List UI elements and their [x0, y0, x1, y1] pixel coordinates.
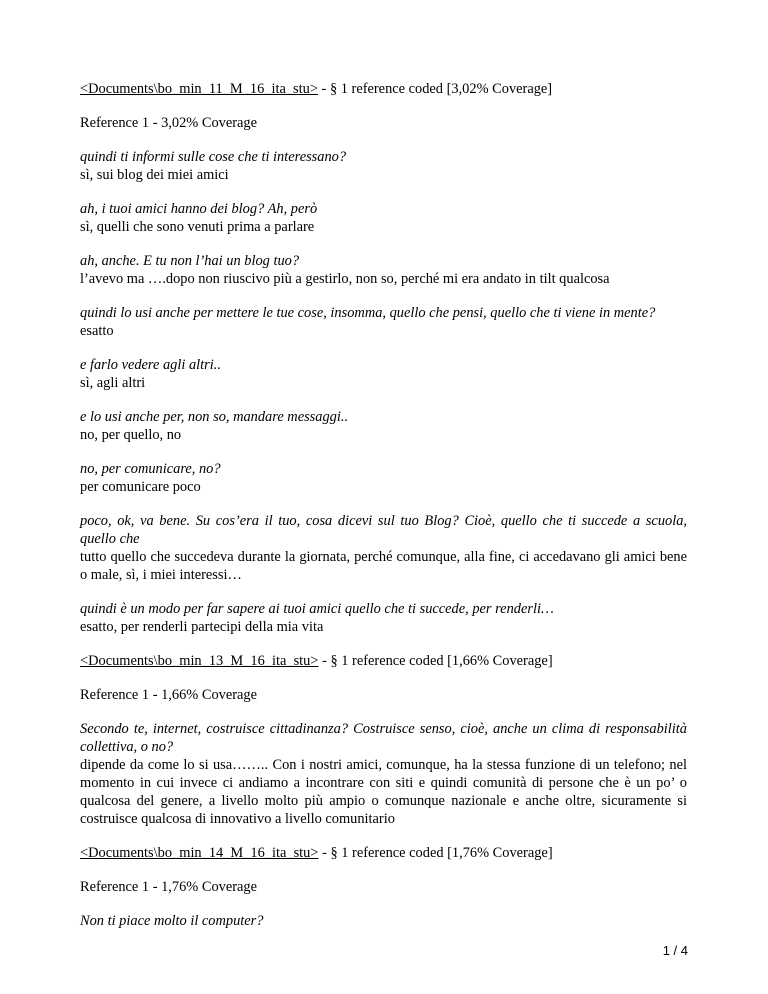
- respondent-answer: l’avevo ma ….dopo non riuscivo più a gestirlo, non so, perché mi era andato in tilt qualcosa: [80, 271, 610, 287]
- interviewer-question: Non ti piace molto il computer?: [80, 913, 264, 929]
- reference-label: Reference 1 - 1,76% Coverage: [80, 879, 258, 895]
- interviewer-question: ah, anche. E tu non l’hai un blog tuo?: [80, 253, 300, 269]
- exchange: [80, 460, 687, 496]
- interviewer-question: quindi ti informi sulle cose che ti interessano?: [80, 149, 347, 165]
- exchange: [80, 252, 687, 288]
- document-page: [80, 80, 687, 946]
- exchange: [80, 304, 687, 340]
- section-header: [80, 80, 687, 98]
- exchange: [80, 200, 687, 236]
- interviewer-question: no, per comunicare, no?: [80, 461, 221, 477]
- document-link[interactable]: <Documents\bo_min_14_M_16_ita_stu>: [80, 845, 319, 861]
- header-coverage-text: - § 1 reference coded [3,02% Coverage]: [317, 81, 553, 97]
- header-coverage-text: - § 1 reference coded [1,76% Coverage]: [318, 845, 553, 861]
- exchange: [80, 512, 687, 584]
- respondent-answer: per comunicare poco: [80, 479, 201, 495]
- coded-section: [80, 80, 687, 636]
- respondent-answer: dipende da come lo si usa…….. Con i nostri amici, comunque, ha la stessa funzione di un telefono; nel momento in cui invece ci andiamo a incontrare con siti e quindi comunità di persone che è un po’ o qualcosa del genere, a livello molto più ampio o comunque nazionale e anche oltre, sicuramente si costruisce qualcosa di innovativo a livello comunitario: [80, 757, 687, 827]
- header-coverage-text: - § 1 reference coded [1,66% Coverage]: [318, 653, 553, 669]
- interviewer-question: Secondo te, internet, costruisce cittadinanza? Costruisce senso, cioè, anche un clima di responsabilità collettiva, o no?: [80, 721, 687, 755]
- respondent-answer: sì, agli altri: [80, 375, 146, 391]
- document-link[interactable]: <Documents\bo_min_11_M_16_ita_stu>: [80, 81, 318, 97]
- respondent-answer: esatto, per renderli partecipi della mia vita: [80, 619, 324, 635]
- page-number: 1 / 4: [662, 943, 688, 958]
- exchange: [80, 356, 687, 392]
- exchange: [80, 720, 687, 828]
- exchange: [80, 912, 687, 930]
- exchange: [80, 408, 687, 444]
- exchange: [80, 600, 687, 636]
- exchange: [80, 148, 687, 184]
- interviewer-question: e farlo vedere agli altri..: [80, 357, 221, 373]
- interviewer-question: ah, i tuoi amici hanno dei blog? Ah, però: [80, 201, 318, 217]
- document-link[interactable]: <Documents\bo_min_13_M_16_ita_stu>: [80, 653, 319, 669]
- interviewer-question: quindi lo usi anche per mettere le tue cose, insomma, quello che pensi, quello che ti viene in mente?: [80, 305, 656, 321]
- interviewer-question: quindi è un modo per far sapere ai tuoi amici quello che ti succede, per renderli…: [80, 601, 554, 617]
- reference-label: Reference 1 - 3,02% Coverage: [80, 115, 258, 131]
- interviewer-question: e lo usi anche per, non so, mandare messaggi..: [80, 409, 349, 425]
- section-header: [80, 652, 687, 670]
- reference-label: Reference 1 - 1,66% Coverage: [80, 687, 258, 703]
- coded-section: [80, 652, 687, 828]
- respondent-answer: tutto quello che succedeva durante la giornata, perché comunque, alla fine, ci accedavano gli amici bene o male, sì, i miei interessi…: [80, 549, 687, 583]
- respondent-answer: sì, sui blog dei miei amici: [80, 167, 229, 183]
- respondent-answer: esatto: [80, 323, 114, 339]
- interviewer-question: poco, ok, va bene. Su cos’era il tuo, cosa dicevi sul tuo Blog? Cioè, quello che ti succede a scuola, quello che: [80, 513, 687, 547]
- coded-section: [80, 844, 687, 930]
- respondent-answer: no, per quello, no: [80, 427, 182, 443]
- respondent-answer: sì, quelli che sono venuti prima a parlare: [80, 219, 315, 235]
- section-header: [80, 844, 687, 862]
